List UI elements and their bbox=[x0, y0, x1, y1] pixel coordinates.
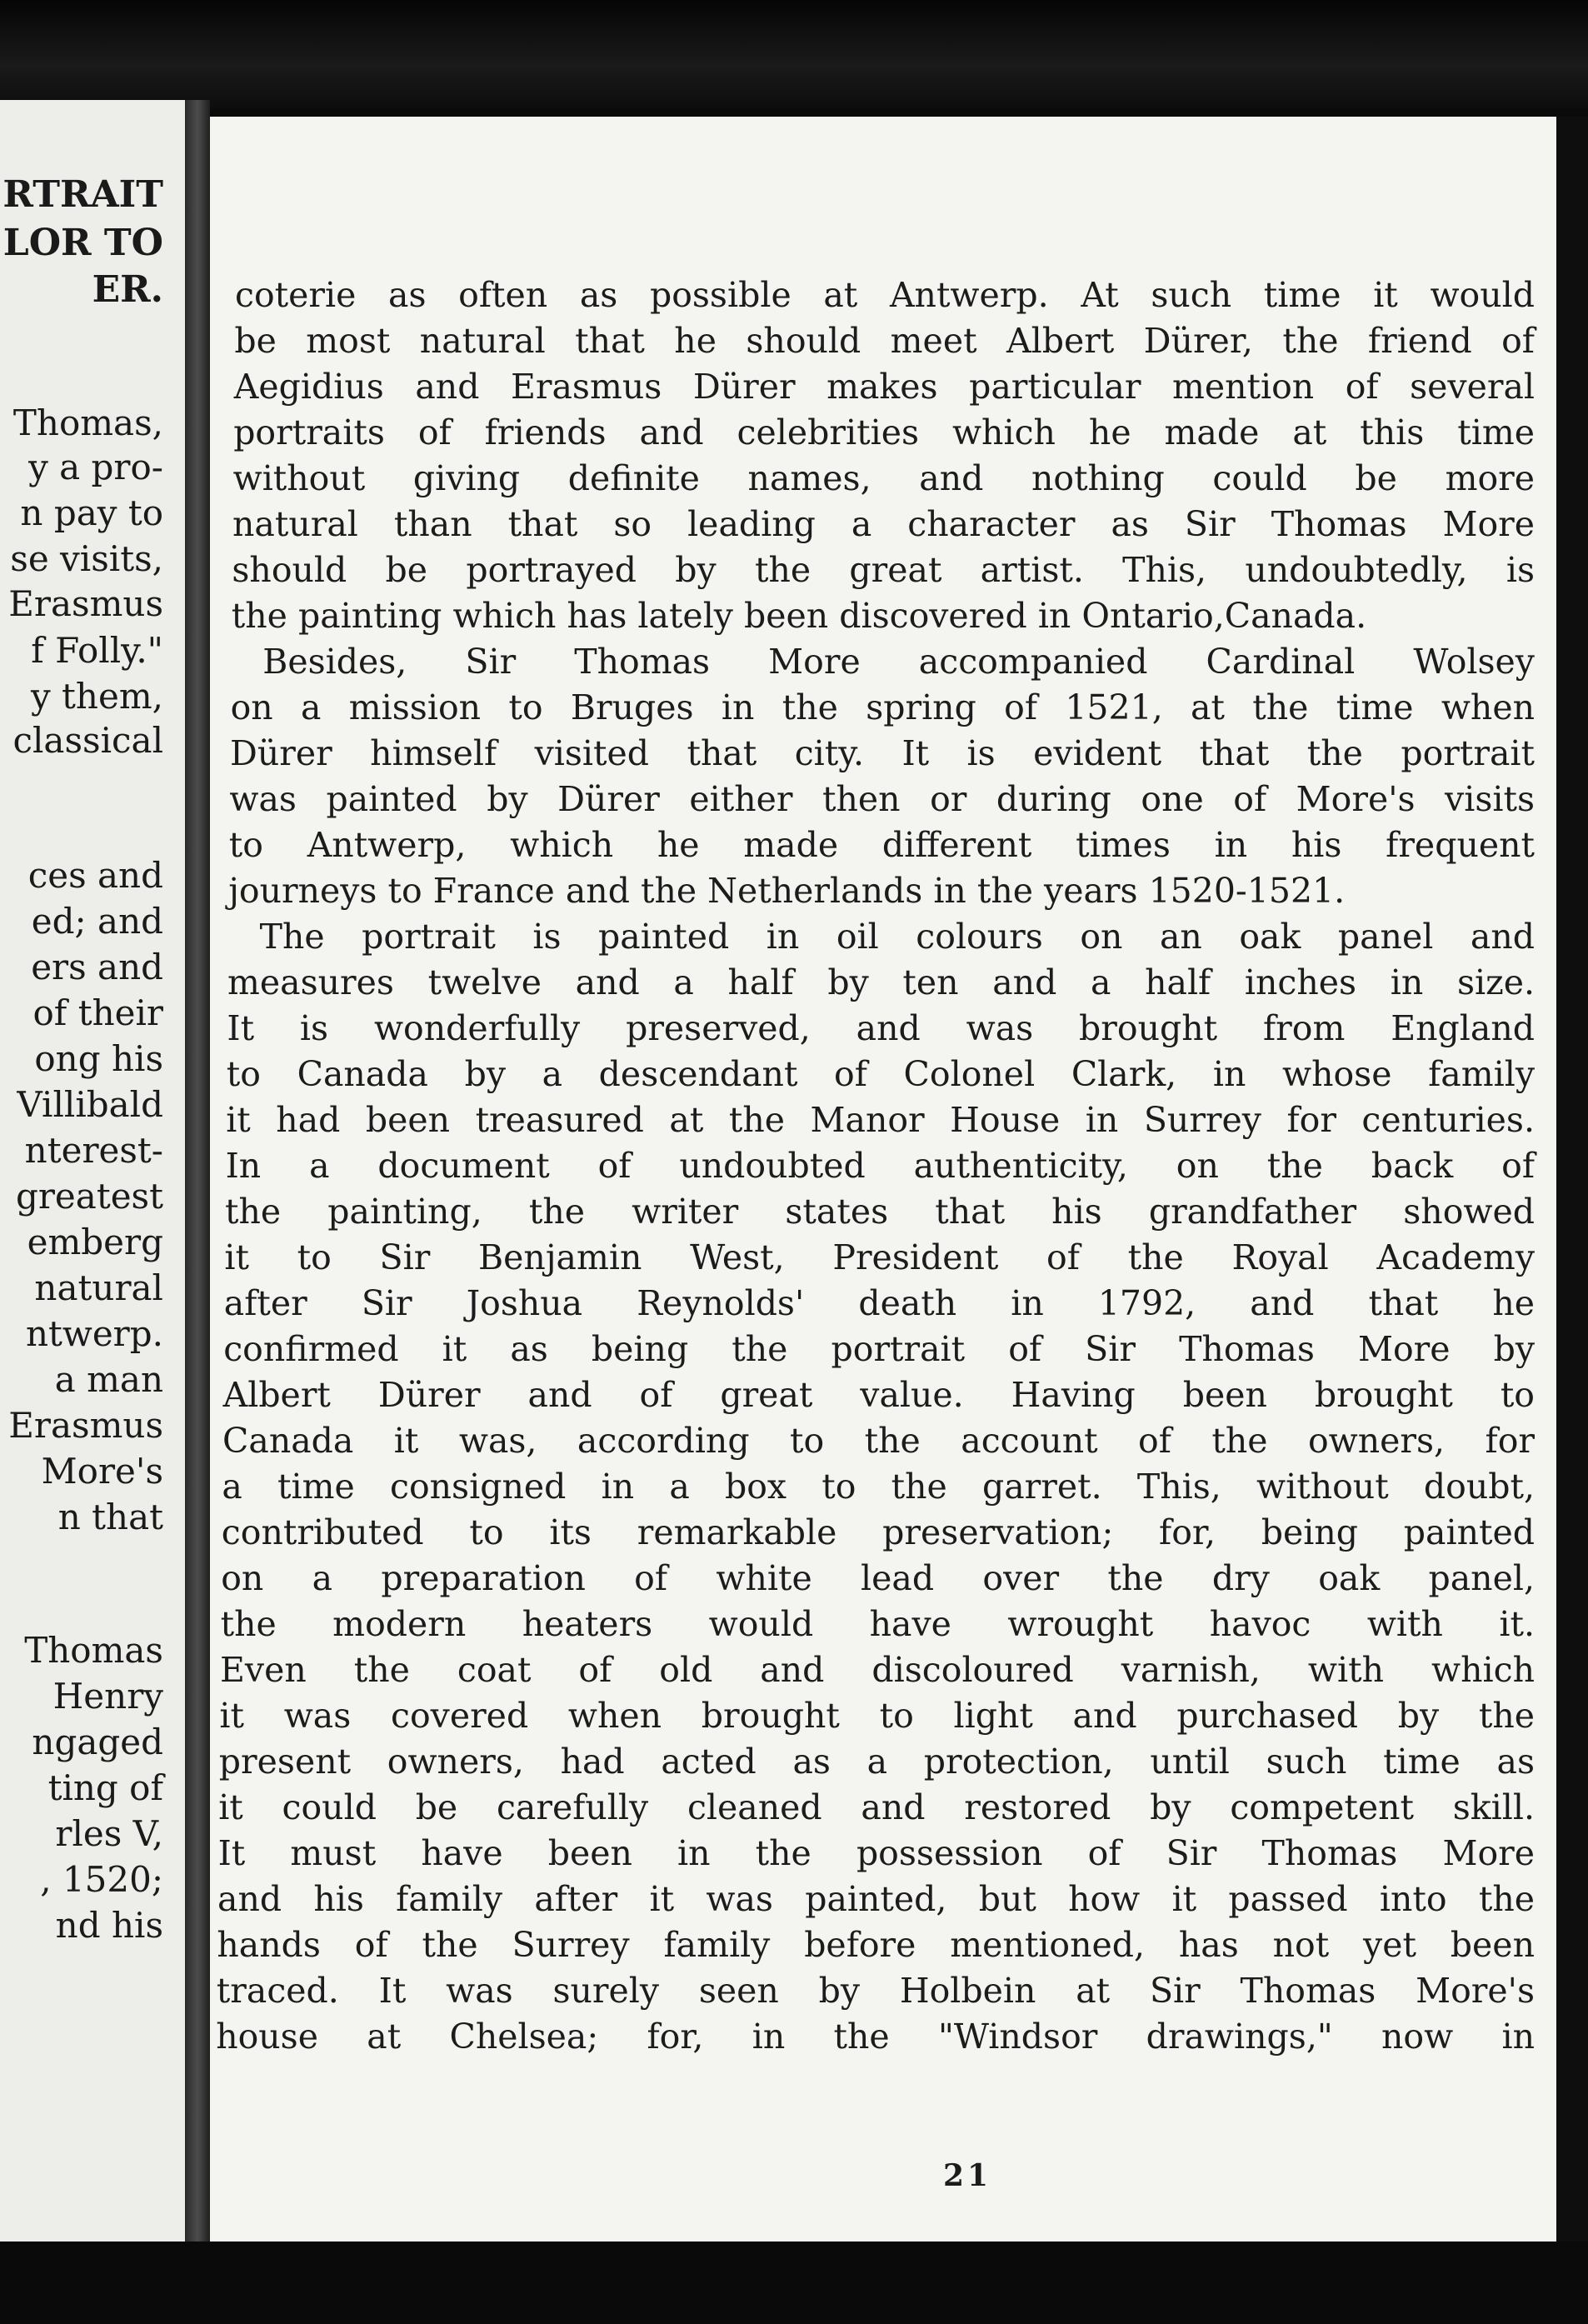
text-line: and his family after it was painted, but how it passed into the bbox=[217, 1879, 1535, 1919]
text-line: without giving definite names, and nothing could be more bbox=[232, 458, 1535, 498]
text-line: It is wonderfully preserved, and was brought from England bbox=[227, 1008, 1535, 1048]
left-page-line: LOR TO bbox=[2, 222, 163, 264]
left-page-line: Villibald bbox=[17, 1084, 163, 1125]
text-line: traced. It was surely seen by Holbein at Sir Thomas More's bbox=[216, 1971, 1535, 2011]
text-line: present owners, had acted as a protection, until such time as bbox=[218, 1742, 1535, 1782]
left-page-line: Erasmus bbox=[8, 583, 163, 624]
text-line: to Canada by a descendant of Colonel Clark, in whose family bbox=[226, 1054, 1535, 1094]
left-page-line: ong his bbox=[34, 1038, 163, 1079]
paragraph-first-line: The portrait is painted in oil colours on an oak panel and bbox=[259, 917, 1535, 957]
page-number: 21 bbox=[943, 2158, 992, 2193]
book-gutter bbox=[185, 100, 210, 2250]
page bbox=[210, 117, 1564, 2262]
text-line: on a mission to Bruges in the spring of 1521, at the time when bbox=[230, 687, 1535, 727]
text-line: Dürer himself visited that city. It is evident that the portrait bbox=[230, 733, 1535, 773]
left-page-line: n pay to bbox=[20, 492, 163, 533]
text-line: Aegidius and Erasmus Dürer makes particular mention of several bbox=[233, 367, 1535, 407]
text-line: be most natural that he should meet Albert Dürer, the friend of bbox=[234, 321, 1535, 361]
text-line: natural than that so leading a character as Sir Thomas More bbox=[232, 504, 1535, 544]
text-line: Canada it was, according to the account of the owners, for bbox=[222, 1421, 1535, 1461]
left-page-line: natural bbox=[34, 1267, 163, 1308]
left-page-line: y a pro- bbox=[28, 447, 163, 487]
text-line: it to Sir Benjamin West, President of the Royal Academy bbox=[224, 1237, 1535, 1277]
text-line: to Antwerp, which he made different times in his frequent bbox=[228, 825, 1535, 865]
left-page-line: y them, bbox=[30, 676, 163, 717]
left-page-line: ers and bbox=[31, 947, 163, 987]
text-line: portraits of friends and celebrities which he made at this time bbox=[233, 412, 1535, 452]
left-page-line: ER. bbox=[92, 268, 163, 311]
text-line: on a preparation of white lead over the dry oak panel, bbox=[221, 1558, 1535, 1598]
left-page-line: classical bbox=[12, 720, 163, 761]
text-line: house at Chelsea; for, in the "Windsor drawings," now in bbox=[216, 2017, 1535, 2057]
left-page-line: Henry bbox=[52, 1676, 163, 1717]
text-line: it had been treasured at the Manor House in Surrey for centuries. bbox=[226, 1100, 1535, 1140]
left-page-line: of their bbox=[32, 992, 163, 1033]
text-line: a time consigned in a box to the garret. This, without doubt, bbox=[222, 1467, 1535, 1507]
text-line: In a document of undoubted authenticity, on the back of bbox=[225, 1146, 1535, 1186]
text-line: it was covered when brought to light and purchased by the bbox=[219, 1696, 1535, 1736]
left-page-line: Erasmus bbox=[8, 1405, 163, 1446]
left-page-line: ting of bbox=[47, 1767, 163, 1808]
text-line: the painting, the writer states that his grandfather showed bbox=[225, 1192, 1535, 1232]
left-page-line: emberg bbox=[27, 1222, 163, 1262]
text-line: journeys to France and the Netherlands in the years 1520-1521. bbox=[228, 871, 1346, 911]
left-page-line: RTRAIT bbox=[2, 173, 163, 216]
left-page-line: n that bbox=[57, 1497, 163, 1537]
left-page-fragment bbox=[0, 100, 185, 2242]
left-page-line: nterest- bbox=[24, 1130, 163, 1171]
left-page-line: ntwerp. bbox=[25, 1313, 163, 1354]
text-line: Even the coat of old and discoloured varnish, with which bbox=[220, 1650, 1535, 1690]
text-line: coterie as often as possible at Antwerp. At such time it would bbox=[235, 275, 1535, 315]
left-page-line: f Folly." bbox=[31, 630, 163, 671]
text-line: measures twelve and a half by ten and a half inches in size. bbox=[227, 962, 1535, 1002]
left-page-line: rles V, bbox=[55, 1813, 163, 1854]
text-line: Albert Dürer and of great value. Having been brought to bbox=[222, 1375, 1535, 1415]
left-page-line: ngaged bbox=[32, 1722, 163, 1762]
left-page-line: Thomas bbox=[24, 1630, 163, 1671]
left-page-line: se visits, bbox=[10, 538, 163, 579]
text-line: confirmed it as being the portrait of Sir Thomas More by bbox=[223, 1329, 1535, 1369]
left-page-line: nd his bbox=[55, 1905, 163, 1946]
text-line: after Sir Joshua Reynolds' death in 1792, and that he bbox=[223, 1283, 1535, 1323]
scan-top-border bbox=[0, 0, 1588, 108]
text-line: hands of the Surrey family before mentioned, has not yet been bbox=[217, 1925, 1535, 1965]
text-line: It must have been in the possession of Sir Thomas More bbox=[217, 1833, 1535, 1873]
text-line: contributed to its remarkable preservation; for, being painted bbox=[221, 1512, 1535, 1552]
left-page-line: Thomas, bbox=[12, 402, 163, 443]
text-line: the painting which has lately been discovered in Ontario,Canada. bbox=[231, 596, 1367, 636]
left-page-line: , 1520; bbox=[40, 1859, 163, 1900]
page-edge-shadow bbox=[1556, 117, 1588, 2283]
left-page-line: ed; and bbox=[31, 901, 163, 942]
text-line: it could be carefully cleaned and restored by competent skill. bbox=[218, 1787, 1535, 1827]
scan-bottom-border bbox=[0, 2242, 1588, 2324]
text-line: was painted by Dürer either then or during one of More's visits bbox=[229, 779, 1535, 819]
left-page-line: a man bbox=[54, 1359, 163, 1400]
text-line: should be portrayed by the great artist. This, undoubtedly, is bbox=[232, 550, 1535, 590]
left-page-line: More's bbox=[41, 1451, 163, 1492]
left-page-line: greatest bbox=[15, 1176, 163, 1217]
left-page-line: ces and bbox=[27, 855, 163, 896]
text-line: the modern heaters would have wrought havoc with it. bbox=[220, 1604, 1535, 1644]
paragraph-first-line: Besides, Sir Thomas More accompanied Cardinal Wolsey bbox=[262, 642, 1535, 682]
